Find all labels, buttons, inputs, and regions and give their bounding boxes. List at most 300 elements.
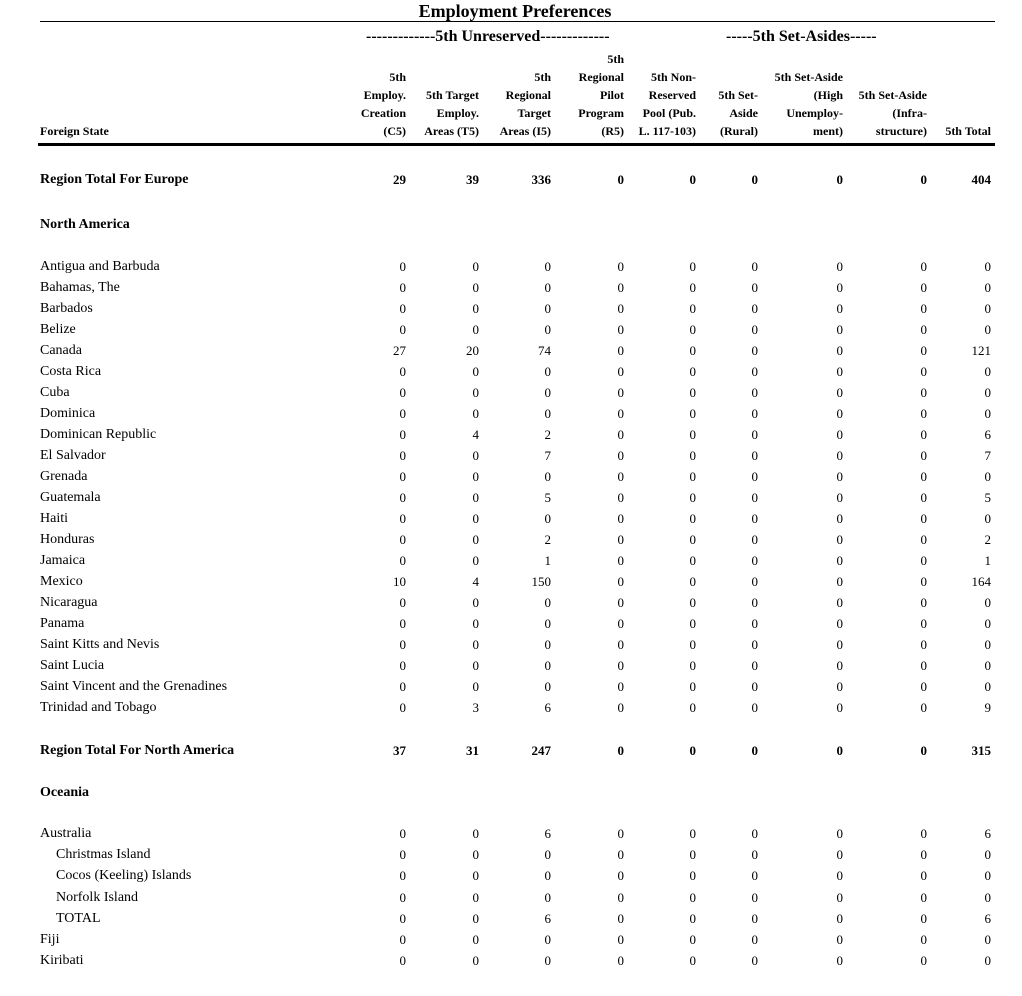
table-cell: 0 xyxy=(920,932,927,947)
column-header: 5th Target Employ. Areas (T5) xyxy=(424,88,479,138)
table-cell: 0 xyxy=(836,743,843,758)
table-cell: 0 xyxy=(617,406,624,421)
table-cell: 0 xyxy=(472,868,479,883)
table-cell: 0 xyxy=(399,868,406,883)
table-cell: 0 xyxy=(544,385,551,400)
table-cell: 0 xyxy=(544,406,551,421)
table-cell: 0 xyxy=(544,679,551,694)
table-cell: 164 xyxy=(971,574,991,589)
table-cell: 0 xyxy=(544,658,551,673)
table-cell: 2 xyxy=(984,532,991,547)
table-cell: 0 xyxy=(617,343,624,358)
table-cell: 0 xyxy=(984,616,991,631)
table-cell: 0 xyxy=(920,553,927,568)
table-cell: 0 xyxy=(984,364,991,379)
table-cell: 0 xyxy=(399,637,406,652)
table-cell: 1 xyxy=(544,553,551,568)
table-cell: 0 xyxy=(920,637,927,652)
table-cell: 0 xyxy=(751,574,758,589)
table-cell: 0 xyxy=(399,322,406,337)
table-cell: 0 xyxy=(399,469,406,484)
table-cell: 0 xyxy=(751,595,758,610)
table-cell: 0 xyxy=(617,490,624,505)
table-cell: 0 xyxy=(984,890,991,905)
table-cell: 0 xyxy=(399,385,406,400)
row-label: Saint Kitts and Nevis xyxy=(40,637,160,652)
table-cell: 0 xyxy=(472,911,479,926)
table-cell: 20 xyxy=(466,343,479,358)
table-cell: 0 xyxy=(920,953,927,968)
table-cell: 0 xyxy=(617,364,624,379)
table-cell: 0 xyxy=(399,301,406,316)
table-cell: 0 xyxy=(689,847,696,862)
table-cell: 39 xyxy=(466,172,479,187)
table-cell: 0 xyxy=(399,932,406,947)
table-cell: 0 xyxy=(399,616,406,631)
table-cell: 0 xyxy=(472,553,479,568)
group-header-unreserved: -------------5th Unreserved------------- xyxy=(366,28,610,45)
table-cell: 0 xyxy=(689,700,696,715)
row-label: Haiti xyxy=(40,511,68,526)
table-cell: 0 xyxy=(399,364,406,379)
table-cell: 2 xyxy=(544,532,551,547)
table-cell: 0 xyxy=(751,322,758,337)
table-cell: 0 xyxy=(544,280,551,295)
table-cell: 0 xyxy=(984,868,991,883)
row-label: Saint Vincent and the Grenadines xyxy=(40,679,228,694)
table-cell: 0 xyxy=(836,826,843,841)
table-cell: 0 xyxy=(920,385,927,400)
table-cell: 0 xyxy=(836,532,843,547)
table-cell: 0 xyxy=(751,469,758,484)
row-label: Panama xyxy=(40,616,85,631)
table-cell: 0 xyxy=(617,932,624,947)
page-title: Employment Preferences xyxy=(418,1,612,21)
row-label: Kiribati xyxy=(40,953,84,968)
table-cell: 0 xyxy=(751,301,758,316)
table-cell: 0 xyxy=(689,511,696,526)
table-cell: 10 xyxy=(393,574,406,589)
row-label: Costa Rica xyxy=(40,364,102,379)
title-rule xyxy=(40,21,995,22)
table-cell: 0 xyxy=(544,868,551,883)
table-cell: 0 xyxy=(836,385,843,400)
row-label: Dominica xyxy=(40,406,96,421)
table-cell: 0 xyxy=(751,259,758,274)
table-cell: 3 xyxy=(472,700,479,715)
table-cell: 0 xyxy=(472,364,479,379)
table-cell: 0 xyxy=(544,364,551,379)
table-cell: 27 xyxy=(393,343,406,358)
table-cell: 5 xyxy=(984,490,991,505)
table-cell: 2 xyxy=(544,427,551,442)
row-label: Norfolk Island xyxy=(56,890,139,905)
table-cell: 0 xyxy=(617,700,624,715)
table-cell: 0 xyxy=(920,490,927,505)
table-cell: 0 xyxy=(689,301,696,316)
table-cell: 0 xyxy=(836,637,843,652)
table-cell: 0 xyxy=(399,553,406,568)
table-cell: 6 xyxy=(544,911,551,926)
table-cell: 0 xyxy=(472,932,479,947)
table-cell: 0 xyxy=(984,847,991,862)
table-cell: 0 xyxy=(472,826,479,841)
table-cell: 0 xyxy=(399,532,406,547)
table-cell: 0 xyxy=(399,700,406,715)
table-cell: 0 xyxy=(689,406,696,421)
column-header: Foreign State xyxy=(40,124,109,138)
table-cell: 0 xyxy=(689,490,696,505)
table-cell: 0 xyxy=(920,172,927,187)
table-cell: 0 xyxy=(836,911,843,926)
table-cell: 0 xyxy=(617,448,624,463)
table-cell: 0 xyxy=(920,511,927,526)
table-cell: 0 xyxy=(689,469,696,484)
table-cell: 0 xyxy=(920,616,927,631)
table-cell: 0 xyxy=(751,280,758,295)
table-cell: 0 xyxy=(544,259,551,274)
table-cell: 4 xyxy=(472,574,479,589)
table-cell: 0 xyxy=(472,679,479,694)
table-cell: 0 xyxy=(689,385,696,400)
row-label: Fiji xyxy=(40,932,60,947)
table-cell: 0 xyxy=(751,427,758,442)
table-cell: 7 xyxy=(544,448,551,463)
table-cell: 0 xyxy=(472,953,479,968)
column-header: 5th Non- Reserved Pool (Pub. L. 117-103) xyxy=(638,70,696,138)
table-cell: 0 xyxy=(617,385,624,400)
table-cell: 0 xyxy=(617,616,624,631)
table-cell: 6 xyxy=(544,700,551,715)
table-cell: 0 xyxy=(472,490,479,505)
table-cell: 0 xyxy=(984,679,991,694)
table-cell: 0 xyxy=(544,932,551,947)
table-cell: 5 xyxy=(544,490,551,505)
table-cell: 0 xyxy=(472,616,479,631)
column-header: 5th Set-Aside (High Unemploy- ment) xyxy=(774,70,843,138)
column-header: 5th Regional Pilot Program (R5) xyxy=(578,52,624,138)
row-label: TOTAL xyxy=(56,911,101,926)
table-cell: 0 xyxy=(399,890,406,905)
row-label: Christmas Island xyxy=(56,847,151,862)
table-cell: 0 xyxy=(751,532,758,547)
table-cell: 0 xyxy=(689,890,696,905)
table-cell: 0 xyxy=(617,953,624,968)
group-header-set-asides: -----5th Set-Asides----- xyxy=(726,28,877,45)
table-cell: 0 xyxy=(836,322,843,337)
table-cell: 0 xyxy=(836,574,843,589)
table-cell: 0 xyxy=(920,595,927,610)
table-cell: 31 xyxy=(466,743,479,758)
table-cell: 0 xyxy=(836,301,843,316)
table-cell: 0 xyxy=(399,847,406,862)
table-cell: 0 xyxy=(689,343,696,358)
table-cell: 0 xyxy=(984,932,991,947)
table-cell: 0 xyxy=(617,868,624,883)
table-cell: 0 xyxy=(472,532,479,547)
table-cell: 0 xyxy=(472,280,479,295)
table-cell: 0 xyxy=(472,406,479,421)
table-cell: 0 xyxy=(689,322,696,337)
table-cell: 0 xyxy=(920,259,927,274)
table-cell: 0 xyxy=(751,847,758,862)
table-cell: 0 xyxy=(472,448,479,463)
table-cell: 0 xyxy=(399,448,406,463)
table-cell: 0 xyxy=(984,511,991,526)
table-cell: 0 xyxy=(836,658,843,673)
table-cell: 0 xyxy=(689,364,696,379)
table-cell: 6 xyxy=(984,826,991,841)
table-cell: 0 xyxy=(617,890,624,905)
row-label: Canada xyxy=(40,343,82,358)
table-cell: 0 xyxy=(617,511,624,526)
table-cell: 9 xyxy=(984,700,991,715)
table-cell: 0 xyxy=(920,847,927,862)
table-cell: 0 xyxy=(751,490,758,505)
table-cell: 0 xyxy=(751,932,758,947)
table-cell: 0 xyxy=(751,679,758,694)
table-cell: 0 xyxy=(751,385,758,400)
table-cell: 0 xyxy=(399,406,406,421)
row-label: Barbados xyxy=(40,301,93,316)
table-cell: 0 xyxy=(836,511,843,526)
table-cell: 0 xyxy=(920,301,927,316)
table-cell: 0 xyxy=(751,553,758,568)
table-cell: 0 xyxy=(836,427,843,442)
row-label: Region Total For Europe xyxy=(40,172,189,187)
table-cell: 0 xyxy=(617,427,624,442)
table-cell: 0 xyxy=(544,616,551,631)
table-cell: 0 xyxy=(984,259,991,274)
table-cell: 0 xyxy=(836,868,843,883)
table-cell: 0 xyxy=(617,553,624,568)
table-cell: 0 xyxy=(689,259,696,274)
table-cell: 0 xyxy=(689,658,696,673)
table-cell: 0 xyxy=(920,700,927,715)
table-cell: 0 xyxy=(836,259,843,274)
table-cell: 0 xyxy=(617,280,624,295)
table-cell: 0 xyxy=(617,532,624,547)
row-label: Trinidad and Tobago xyxy=(40,700,157,715)
row-label: Nicaragua xyxy=(40,595,98,610)
table-cell: 0 xyxy=(984,953,991,968)
row-label: Jamaica xyxy=(40,553,86,568)
table-cell: 0 xyxy=(689,448,696,463)
table-cell: 0 xyxy=(751,364,758,379)
table-cell: 0 xyxy=(751,890,758,905)
table-cell: 0 xyxy=(751,448,758,463)
table-cell: 0 xyxy=(836,172,843,187)
table-cell: 315 xyxy=(971,743,991,758)
table-cell: 404 xyxy=(971,172,991,187)
column-header: 5th Set-Aside (Infra- structure) xyxy=(858,88,927,138)
row-label: Honduras xyxy=(40,532,95,547)
table-cell: 0 xyxy=(920,679,927,694)
table-cell: 0 xyxy=(399,679,406,694)
table-cell: 74 xyxy=(538,343,551,358)
table-cell: 0 xyxy=(399,953,406,968)
table-cell: 121 xyxy=(971,343,991,358)
table-cell: 0 xyxy=(836,406,843,421)
table-cell: 0 xyxy=(751,658,758,673)
table-cell: 336 xyxy=(531,172,551,187)
row-label: North America xyxy=(40,217,130,232)
table-cell: 0 xyxy=(689,532,696,547)
table-cell: 37 xyxy=(393,743,406,758)
table-cell: 0 xyxy=(836,932,843,947)
table-cell: 0 xyxy=(751,172,758,187)
table-cell: 0 xyxy=(920,322,927,337)
table-cell: 0 xyxy=(399,911,406,926)
table-cell: 0 xyxy=(617,301,624,316)
row-label: Saint Lucia xyxy=(40,658,105,673)
table-cell: 0 xyxy=(984,301,991,316)
table-cell: 0 xyxy=(399,490,406,505)
table-cell: 150 xyxy=(531,574,551,589)
table-cell: 0 xyxy=(399,595,406,610)
table-cell: 0 xyxy=(836,616,843,631)
table-cell: 0 xyxy=(751,406,758,421)
table-cell: 0 xyxy=(544,847,551,862)
row-label: Belize xyxy=(40,322,76,337)
table-cell: 0 xyxy=(544,469,551,484)
table-cell: 6 xyxy=(984,427,991,442)
table-cell: 0 xyxy=(751,826,758,841)
table-cell: 0 xyxy=(399,826,406,841)
table-cell: 0 xyxy=(751,700,758,715)
table-cell: 0 xyxy=(836,448,843,463)
table-cell: 0 xyxy=(836,847,843,862)
table-cell: 7 xyxy=(984,448,991,463)
table-cell: 0 xyxy=(689,280,696,295)
row-label: Guatemala xyxy=(40,490,101,505)
table-cell: 0 xyxy=(617,259,624,274)
table-cell: 0 xyxy=(399,427,406,442)
column-header: 5th Set- Aside (Rural) xyxy=(718,88,758,138)
table-cell: 0 xyxy=(751,868,758,883)
table-cell: 0 xyxy=(920,448,927,463)
table-cell: 0 xyxy=(751,511,758,526)
header-rule xyxy=(38,143,995,146)
table-cell: 0 xyxy=(836,343,843,358)
row-label: Region Total For North America xyxy=(40,743,235,758)
table-cell: 0 xyxy=(836,679,843,694)
table-cell: 0 xyxy=(984,322,991,337)
column-header: 5th Employ. Creation (C5) xyxy=(360,70,406,138)
table-cell: 0 xyxy=(689,637,696,652)
table-cell: 0 xyxy=(984,406,991,421)
table-cell: 0 xyxy=(472,595,479,610)
table-cell: 0 xyxy=(836,595,843,610)
table-cell: 0 xyxy=(617,679,624,694)
table-cell: 0 xyxy=(920,427,927,442)
table-cell: 0 xyxy=(617,826,624,841)
table-cell: 0 xyxy=(544,301,551,316)
table-cell: 0 xyxy=(751,911,758,926)
table-cell: 0 xyxy=(472,259,479,274)
table-cell: 0 xyxy=(984,469,991,484)
table-cell: 0 xyxy=(544,637,551,652)
table-cell: 0 xyxy=(689,427,696,442)
table-cell: 0 xyxy=(689,743,696,758)
table-cell: 0 xyxy=(689,911,696,926)
table-cell: 0 xyxy=(836,553,843,568)
table-cell: 0 xyxy=(920,890,927,905)
table-cell: 0 xyxy=(689,679,696,694)
table-cell: 0 xyxy=(920,658,927,673)
table-cell: 6 xyxy=(544,826,551,841)
table-cell: 0 xyxy=(617,595,624,610)
table-cell: 0 xyxy=(984,658,991,673)
table-cell: 0 xyxy=(617,172,624,187)
table-cell: 0 xyxy=(836,469,843,484)
table-cell: 247 xyxy=(531,743,551,758)
table-cell: 0 xyxy=(689,868,696,883)
row-label: Cuba xyxy=(40,385,70,400)
table-cell: 0 xyxy=(617,743,624,758)
row-label: Australia xyxy=(40,826,92,841)
column-header: 5th Total xyxy=(945,124,991,138)
table-cell: 0 xyxy=(984,385,991,400)
table-cell: 0 xyxy=(751,343,758,358)
table-cell: 0 xyxy=(472,301,479,316)
row-label: Oceania xyxy=(40,785,89,800)
table-cell: 0 xyxy=(920,280,927,295)
table-cell: 0 xyxy=(920,868,927,883)
row-label: Mexico xyxy=(40,574,83,589)
table-cell: 0 xyxy=(617,637,624,652)
table-cell: 0 xyxy=(544,953,551,968)
table-cell: 0 xyxy=(689,616,696,631)
table-cell: 0 xyxy=(920,364,927,379)
table-cell: 0 xyxy=(544,322,551,337)
table-cell: 0 xyxy=(472,322,479,337)
table-cell: 0 xyxy=(836,490,843,505)
table-cell: 0 xyxy=(836,700,843,715)
table-cell: 0 xyxy=(617,911,624,926)
row-label: Bahamas, The xyxy=(40,280,120,295)
table-cell: 0 xyxy=(689,574,696,589)
table-cell: 0 xyxy=(617,847,624,862)
row-label: Grenada xyxy=(40,469,88,484)
table-cell: 0 xyxy=(472,658,479,673)
table-cell: 0 xyxy=(984,637,991,652)
table-cell: 0 xyxy=(920,911,927,926)
table-cell: 0 xyxy=(472,637,479,652)
table-cell: 0 xyxy=(399,511,406,526)
table-cell: 0 xyxy=(472,385,479,400)
table-cell: 0 xyxy=(836,364,843,379)
table-cell: 0 xyxy=(472,511,479,526)
table-cell: 0 xyxy=(617,322,624,337)
table-cell: 0 xyxy=(984,595,991,610)
row-label: Cocos (Keeling) Islands xyxy=(56,868,192,883)
table-cell: 29 xyxy=(393,172,406,187)
table-cell: 0 xyxy=(751,616,758,631)
table-cell: 0 xyxy=(836,280,843,295)
table-cell: 0 xyxy=(689,172,696,187)
table-cell: 0 xyxy=(689,553,696,568)
table-cell: 0 xyxy=(836,890,843,905)
table-cell: 0 xyxy=(920,743,927,758)
table-cell: 0 xyxy=(751,953,758,968)
table-cell: 4 xyxy=(472,427,479,442)
table-cell: 0 xyxy=(836,953,843,968)
table-cell: 1 xyxy=(984,553,991,568)
table-cell: 0 xyxy=(751,743,758,758)
table-cell: 0 xyxy=(472,469,479,484)
table-cell: 0 xyxy=(544,511,551,526)
